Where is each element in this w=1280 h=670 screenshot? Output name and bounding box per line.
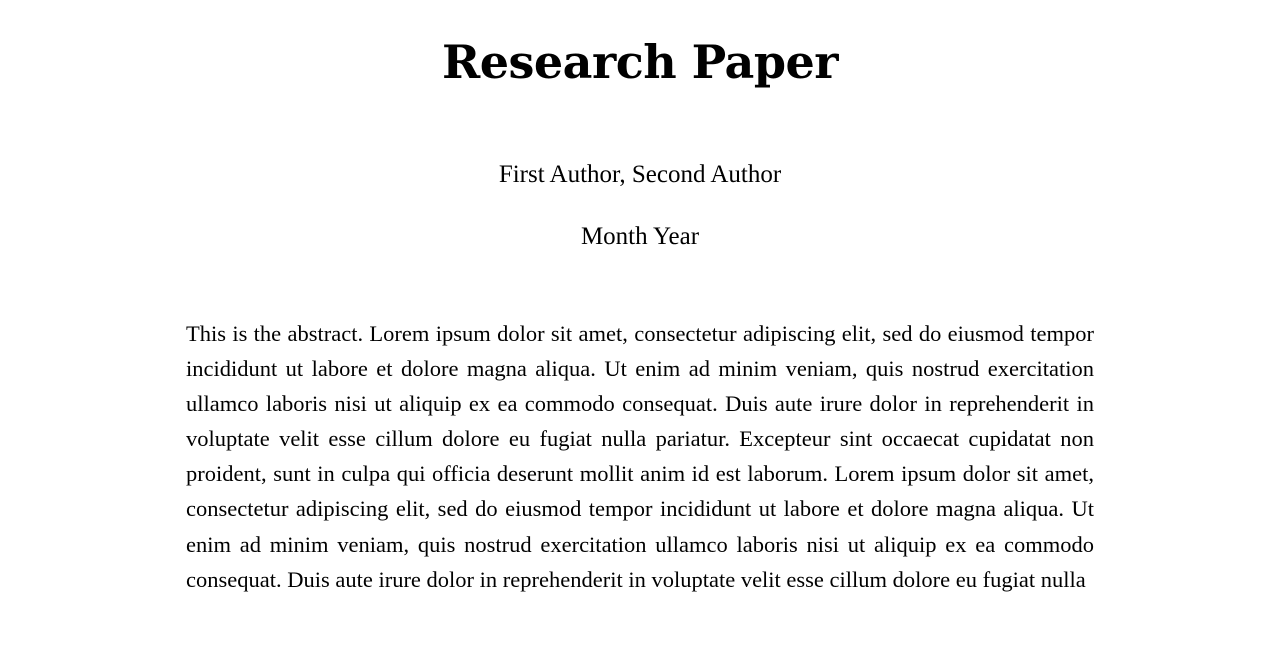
paper-authors: First Author, Second Author [498,161,782,188]
paper-date: Month Year [580,223,700,250]
paper-title: Research Paper [442,35,838,89]
paper-abstract: This is the abstract. Lorem ipsum dolor sit amet, consectetur adipiscing elit, sed do eiusmod tempor incididunt ut labore et dolore magna aliqua. Ut enim ad minim veniam, quis nostrud exercitation ullamco laboris nisi ut aliquip ex ea commodo consequat. Duis aute irure dolor in reprehenderit in voluptate velit esse cillum dolore eu fugiat nulla pariatur. Excepteur sint occaecat cupidatat non proident, sunt in culpa qui officia deserunt mollit anim id est laborum. Lorem ipsum dolor sit amet, consectetur adipiscing elit, sed do eiusmod tempor incididunt ut labore et dolore magna aliqua. Ut enim ad minim veniam, quis nostrud exercitation ullamco laboris nisi ut aliquip ex ea commodo consequat. Duis aute irure dolor in reprehenderit in voluptate velit esse cillum dolore eu fugiat nulla [186,321,1094,592]
